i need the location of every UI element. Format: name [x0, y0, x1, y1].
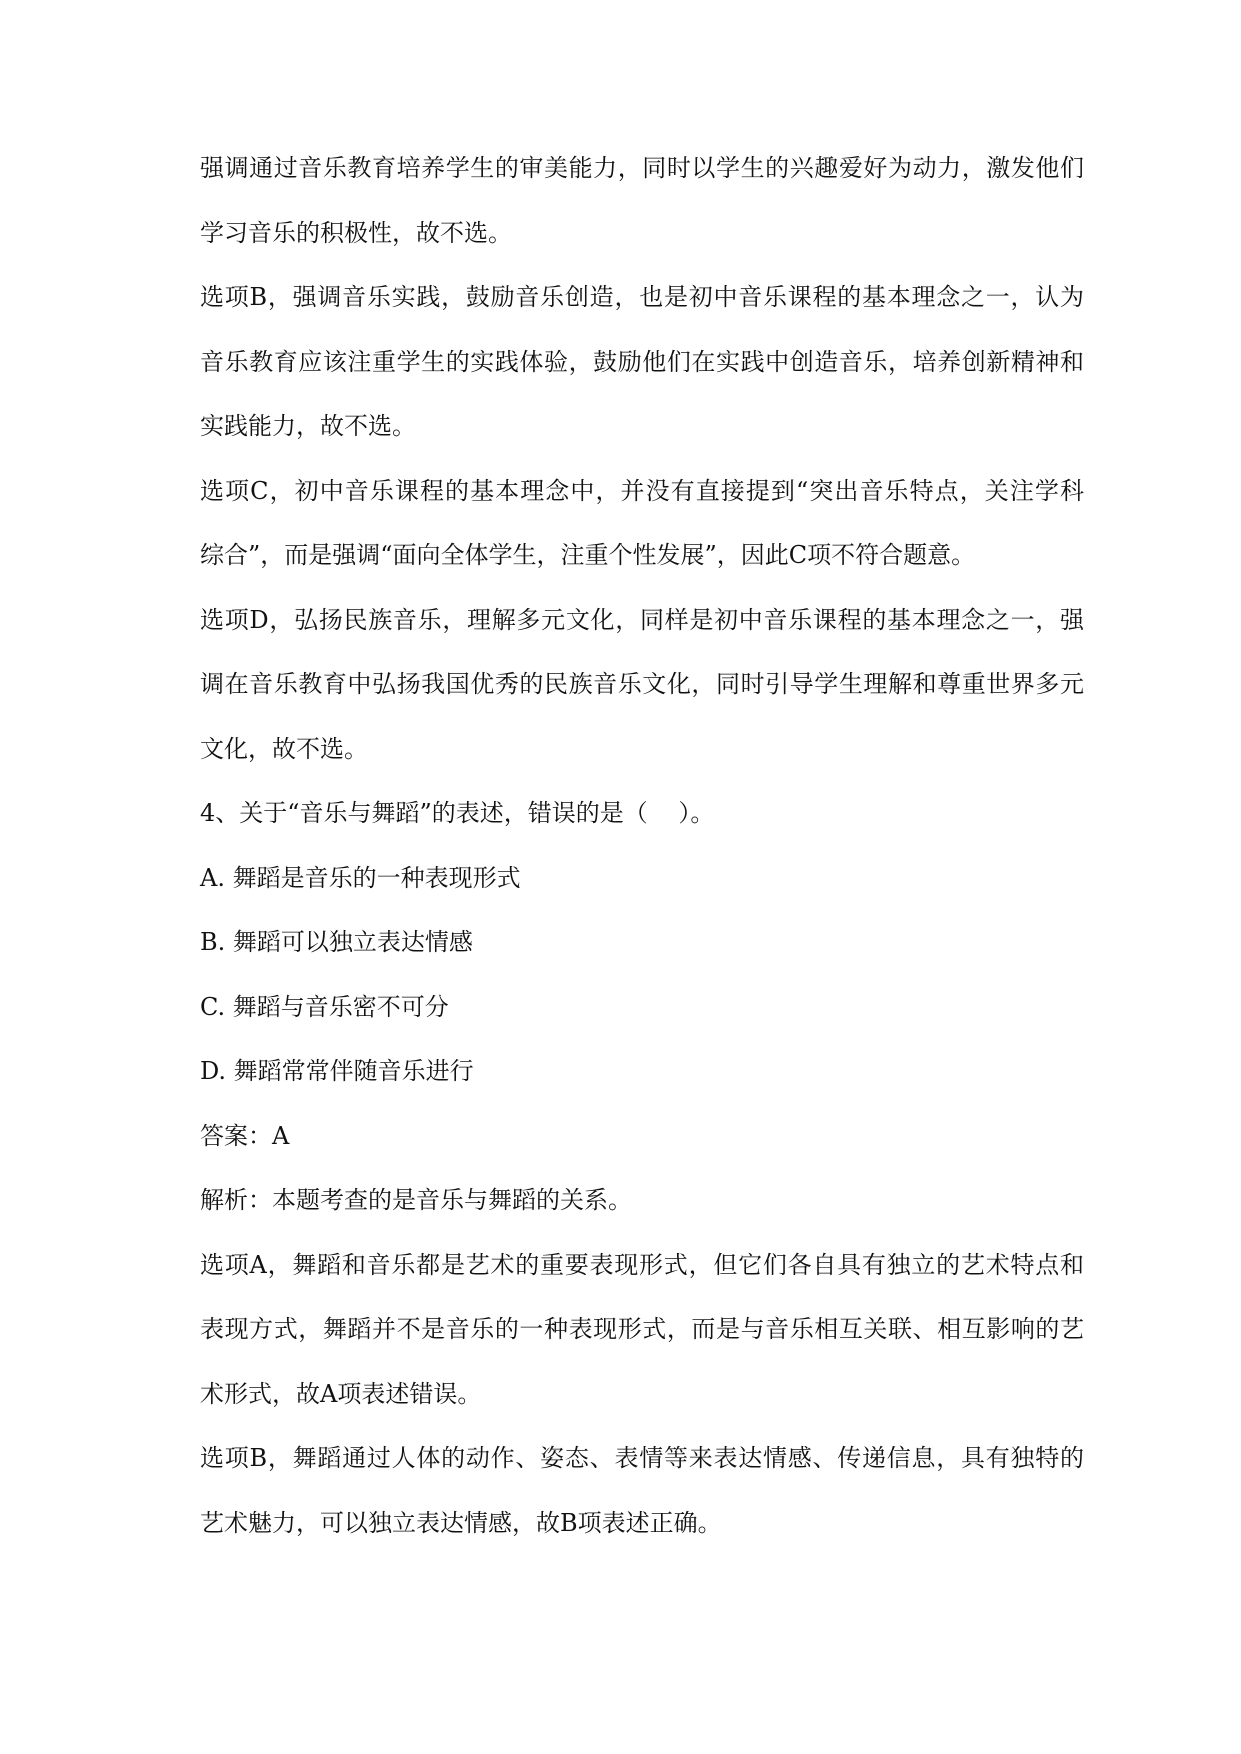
paragraph-line: 强调通过音乐教育培养学生的审美能力，同时以学生的兴趣爱好为动力，激发他们: [200, 154, 1084, 182]
paragraph-line: 选项C，初中音乐课程的基本理念中，并没有直接提到“突出音乐特点，关注学科: [200, 476, 1084, 505]
paragraph-line: 选项B，舞蹈通过人体的动作、姿态、表情等来表达情感、传递信息，具有独特的: [200, 1444, 1084, 1472]
paragraph-line: 选项A，舞蹈和音乐都是艺术的重要表现形式，但它们各自具有独立的艺术特点和: [200, 1250, 1084, 1279]
paragraph-line: 实践能力，故不选。: [200, 412, 416, 440]
paragraph-option-d-explanation: [200, 588, 1084, 782]
option-a: A. 舞蹈是音乐的一种表现形式: [200, 863, 521, 892]
paragraph-line: 文化，故不选。: [200, 734, 368, 763]
document-body: [200, 136, 1084, 1555]
paragraph-line: 音乐教育应该注重学生的实践体验，鼓励他们在实践中创造音乐，培养创新精神和: [200, 347, 1084, 376]
paragraph-line: 艺术魅力，可以独立表达情感，故B项表述正确。: [200, 1508, 722, 1537]
analysis-option-a: [200, 1233, 1084, 1427]
paragraph-line: 综合”，而是强调“面向全体学生，注重个性发展”，因此C项不符合题意。: [200, 541, 976, 569]
paragraph-line: 调在音乐教育中弘扬我国优秀的民族音乐文化，同时引导学生理解和尊重世界多元: [200, 670, 1084, 698]
option-b: B. 舞蹈可以独立表达情感: [200, 928, 473, 956]
paragraph-line: 表现方式，舞蹈并不是音乐的一种表现形式，而是与音乐相互关联、相互影响的艺: [200, 1315, 1084, 1343]
paragraph-line: 选项D，弘扬民族音乐，理解多元文化，同样是初中音乐课程的基本理念之一，强: [200, 605, 1084, 634]
question-stem: 4、关于“音乐与舞蹈”的表述，错误的是（ ）。: [200, 799, 715, 827]
question-4: [200, 781, 1084, 1555]
option-c: C. 舞蹈与音乐密不可分: [200, 992, 449, 1021]
paragraph-option-b-explanation: [200, 265, 1084, 459]
answer-line: 答案：A: [200, 1121, 290, 1150]
paragraph-line: 学习音乐的积极性，故不选。: [200, 218, 512, 247]
option-d: D. 舞蹈常常伴随音乐进行: [200, 1057, 474, 1085]
paragraph-line: 选项B，强调音乐实践，鼓励音乐创造，也是初中音乐课程的基本理念之一，认为: [200, 283, 1084, 311]
analysis-option-b: [200, 1426, 1084, 1555]
analysis-intro: 解析：本题考查的是音乐与舞蹈的关系。: [200, 1186, 632, 1214]
paragraph-continuation: [200, 136, 1084, 265]
paragraph-option-c-explanation: [200, 459, 1084, 588]
paragraph-line: 术形式，故A项表述错误。: [200, 1379, 482, 1408]
